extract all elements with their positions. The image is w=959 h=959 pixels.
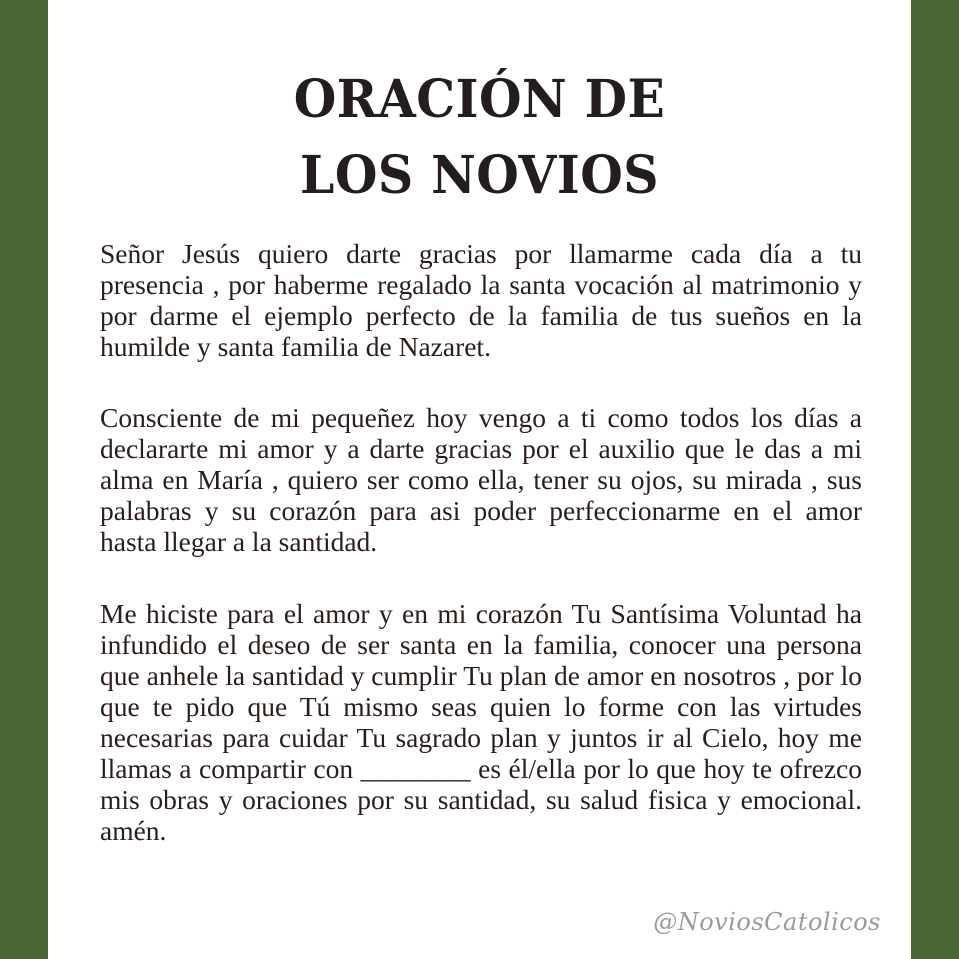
page-title: [74, 62, 885, 214]
right-green-border: [911, 0, 959, 959]
paragraph-2: Consciente de mi pequeñez hoy vengo a ti como todos los días a declararte mi amor y a darte gracias por el auxilio que le das a mi alma en María , quiero ser como ella, tener su ojos, su mirada , sus palabras y su corazón para asi poder perfeccionarme en el amor hasta llegar a la santidad.: [100, 402, 862, 557]
paragraph-3: Me hiciste para el amor y en mi corazón Tu Santísima Voluntad ha infundido el deseo de ser santa en la familia, conocer una persona que anhele la santidad y cumplir Tu plan de amor en nosotros , por lo que te pido que Tú mismo seas quien lo forme con las virtudes necesarias para cuidar Tu sagrado plan y juntos ir al Cielo, hoy me llamas a compartir con ________ es él/ella por lo que hoy te ofrezco mis obras y oraciones por su santidad, su salud fisica y emocional. amén.: [100, 598, 862, 846]
title-line-2: LOS NOVIOS: [299, 145, 660, 206]
title-line-1: ORACIÓN DE: [293, 69, 666, 130]
left-green-border: [0, 0, 48, 959]
paragraph-1: Señor Jesús quiero darte gracias por llamarme cada día a tu presencia , por haberme regalado la santa vocación al matrimonio y por darme el ejemplo perfecto de la familia de tus sueños en la humilde y santa familia de Nazaret.: [100, 238, 862, 362]
author-signature: @NoviosCatolicos: [653, 908, 881, 936]
prayer-card: [48, 0, 911, 959]
